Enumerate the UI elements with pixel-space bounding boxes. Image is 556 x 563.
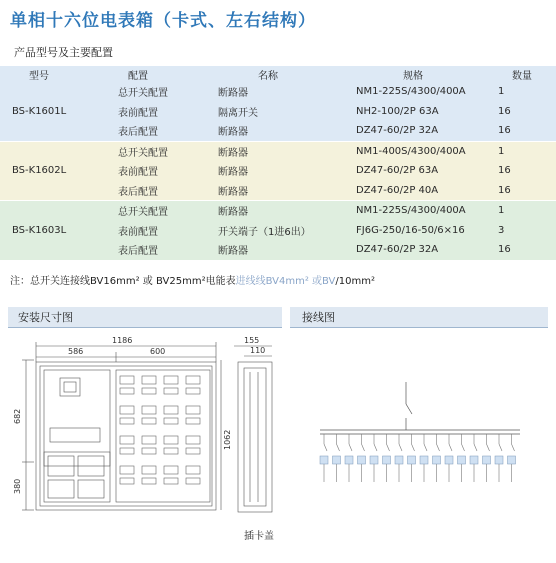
meter-symbol [483,456,491,464]
name-cell: 断路器 [198,82,338,102]
dim-total-height: 1062 [223,429,232,450]
branch-switch [424,444,427,451]
branch-switch [437,444,440,451]
meter-symbol [408,456,416,464]
meter-symbol [383,456,391,464]
dim-height-lower: 380 [13,478,22,494]
dim-total-width: 1186 [112,336,133,345]
meter-symbol [508,456,516,464]
dim-right-width: 600 [150,347,166,356]
header-name: 名称 [198,66,338,82]
branch-switch [387,444,390,451]
header-model: 型号 [0,66,78,82]
qty-cell: 1 [488,201,556,221]
meter-symbol [470,456,478,464]
model-cell: BS-K1602L [0,141,78,201]
model-cell: BS-K1601L [0,82,78,141]
section-subtitle: 产品型号及主要配置 [14,46,113,59]
wiring-section-divider [290,327,548,328]
config-cell: 表前配置 [78,161,198,181]
config-cell: 表后配置 [78,181,198,201]
spec-cell: DZ47-60/2P 40A [338,181,488,201]
qty-cell: 16 [488,121,556,141]
model-cell: BS-K1603L [0,201,78,260]
table-row [0,221,556,241]
branch-switch [499,444,502,451]
install-dimension-drawing [0,332,300,522]
config-cell: 表前配置 [78,221,198,241]
config-cell: 总开关配置 [78,141,198,161]
branch-switch [399,444,402,451]
config-cell: 表前配置 [78,102,198,122]
name-cell: 断路器 [198,201,338,221]
meter-symbol [345,456,353,464]
branch-switch [337,444,340,451]
name-cell: 隔离开关 [198,102,338,122]
name-cell: 断路器 [198,240,338,260]
qty-cell: 16 [488,102,556,122]
spec-cell: NM1-400S/4300/400A [338,141,488,161]
qty-cell: 1 [488,82,556,102]
spec-cell: NM1-225S/4300/400A [338,201,488,221]
qty-cell: 3 [488,221,556,241]
meter-symbol [320,456,328,464]
branch-switch [512,444,515,451]
dim-depth-outer: 155 [244,336,260,345]
spec-cell: DZ47-60/2P 32A [338,121,488,141]
name-cell: 开关端子（1进6出） [198,221,338,241]
name-cell: 断路器 [198,161,338,181]
config-table [0,66,556,260]
branch-switch [487,444,490,451]
header-qty: 数量 [488,66,556,82]
branch-switch [474,444,477,451]
config-cell: 表后配置 [78,240,198,260]
name-cell: 断路器 [198,181,338,201]
table-row [0,181,556,201]
dim-height-upper: 682 [13,408,22,424]
dim-depth-inner: 110 [250,346,266,355]
branch-switch [324,444,327,451]
header-spec: 规格 [338,66,488,82]
config-cell: 总开关配置 [78,82,198,102]
branch-switch [374,444,377,451]
install-section-divider [8,327,282,328]
table-row [0,102,556,122]
meter-symbol [433,456,441,464]
install-section-title: 安装尺寸图 [18,311,73,324]
branch-switch [349,444,352,451]
spec-cell: FJ6G-250/16-50/6×16 [338,221,488,241]
spec-cell: DZ47-60/2P 32A [338,240,488,260]
meter-symbol [458,456,466,464]
header-config: 配置 [78,66,198,82]
meter-symbol [395,456,403,464]
qty-cell: 16 [488,240,556,260]
page-title: 单相十六位电表箱（卡式、左右结构） [10,11,316,31]
qty-cell: 16 [488,161,556,181]
name-cell: 断路器 [198,141,338,161]
meter-symbol [495,456,503,464]
config-cell: 表后配置 [78,121,198,141]
qty-cell: 1 [488,141,556,161]
table-row [0,201,556,221]
meter-symbol [420,456,428,464]
meter-symbol [370,456,378,464]
wiring-note [10,272,375,287]
name-cell: 断路器 [198,121,338,141]
branch-switch [449,444,452,451]
drawing-caption: 插卡盖 [244,531,274,542]
spec-cell: NH2-100/2P 63A [338,102,488,122]
dim-left-width: 586 [68,347,84,356]
branch-switch [412,444,415,451]
table-row [0,82,556,102]
table-row [0,240,556,260]
table-row [0,121,556,141]
table-row [0,161,556,181]
meter-symbol [358,456,366,464]
note-watermark-text: 进线线BV4mm² 或BV [235,276,336,287]
wiring-section-title: 接线图 [302,311,335,324]
note-text: 注：总开关连接线BV16mm² 或 BV25mm²电能表 [10,276,236,287]
branch-switch [362,444,365,451]
spec-cell: DZ47-60/2P 63A [338,161,488,181]
table-header-row [0,66,556,82]
config-cell: 总开关配置 [78,201,198,221]
note-suffix: /10mm² [335,276,375,287]
wiring-diagram [300,332,550,502]
branch-switch [462,444,465,451]
spec-cell: NM1-225S/4300/400A [338,82,488,102]
meter-symbol [333,456,341,464]
qty-cell: 16 [488,181,556,201]
meter-symbol [445,456,453,464]
table-row [0,141,556,161]
